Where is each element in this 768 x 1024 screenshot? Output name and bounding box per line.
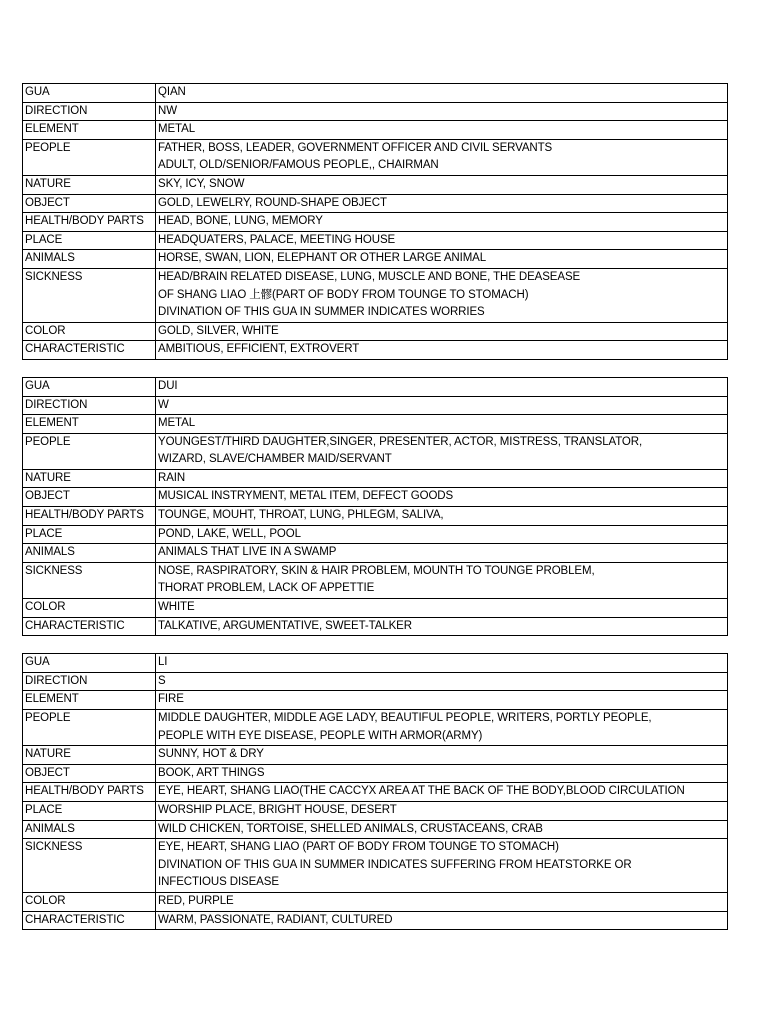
row-value (156, 710, 728, 746)
value-line: WIZARD, SLAVE/CHAMBER MAID/SERVANT (158, 453, 392, 466)
table-row (23, 911, 728, 930)
value-line: W (158, 398, 169, 411)
row-value (156, 672, 728, 691)
value-line: OF SHANG LIAO 上髎(PART OF BODY FROM TOUNGE TO STOMACH) (158, 288, 529, 301)
row-value (156, 433, 728, 469)
table-row (23, 415, 728, 434)
row-label: HEALTH/BODY PARTS (23, 783, 156, 802)
row-label: GUA (23, 84, 156, 103)
value-line: METAL (158, 417, 195, 430)
value-line: AMBITIOUS, EFFICIENT, EXTROVERT (158, 343, 360, 356)
row-label: ELEMENT (23, 415, 156, 434)
table-row (23, 691, 728, 710)
row-value (156, 488, 728, 507)
row-label: DIRECTION (23, 102, 156, 121)
value-line: NOSE, RASPIRATORY, SKIN & HAIR PROBLEM, MOUNTH TO TOUNGE PROBLEM, (158, 564, 595, 577)
value-line: MIDDLE DAUGHTER, MIDDLE AGE LADY, BEAUTIFUL PEOPLE, WRITERS, PORTLY PEOPLE, (158, 712, 652, 724)
value-line: WORSHIP PLACE, BRIGHT HOUSE, DESERT (158, 803, 397, 816)
row-label: PEOPLE (23, 433, 156, 469)
value-line: WHITE (158, 601, 195, 614)
table-row (23, 433, 728, 469)
value-line: ANIMALS THAT LIVE IN A SWAMP (158, 546, 337, 559)
table-row (23, 322, 728, 341)
row-value (156, 194, 728, 213)
row-label: ANIMALS (23, 544, 156, 563)
value-line: FATHER, BOSS, LEADER, GOVERNMENT OFFICER AND CIVIL SERVANTS (158, 141, 553, 154)
value-line: GOLD, LEWELRY, ROUND-SHAPE OBJECT (158, 196, 387, 209)
value-line: HEADQUATERS, PALACE, MEETING HOUSE (158, 233, 396, 246)
row-value (156, 892, 728, 911)
row-value (156, 617, 728, 636)
row-label: NATURE (23, 469, 156, 488)
row-label: ELEMENT (23, 691, 156, 710)
table-row (23, 231, 728, 250)
row-label: COLOR (23, 322, 156, 341)
table-row (23, 268, 728, 322)
value-line: DIVINATION OF THIS GUA IN SUMMER INDICATES WORRIES (158, 306, 485, 319)
value-line: EYE, HEART, SHANG LIAO(THE CACCYX AREA AT THE BACK OF THE BODY,BLOOD CIRCULATION (158, 785, 685, 798)
gua-table (22, 653, 728, 930)
table-row (23, 617, 728, 636)
table-row (23, 710, 728, 746)
value-line: POND, LAKE, WELL, POOL (158, 527, 301, 540)
value-line: LI (158, 656, 168, 669)
table-row (23, 820, 728, 839)
row-value (156, 139, 728, 175)
value-line: METAL (158, 123, 195, 136)
row-value (156, 525, 728, 544)
row-label: PEOPLE (23, 139, 156, 175)
value-line: FIRE (158, 693, 184, 706)
row-value (156, 801, 728, 820)
row-value (156, 231, 728, 250)
table-row (23, 250, 728, 269)
row-value (156, 377, 728, 396)
value-line: QIAN (158, 86, 186, 98)
table-row (23, 672, 728, 691)
row-value (156, 839, 728, 893)
value-line: MUSICAL INSTRYMENT, METAL ITEM, DEFECT GOODS (158, 490, 454, 503)
row-value (156, 322, 728, 341)
row-value (156, 746, 728, 765)
row-value (156, 84, 728, 103)
row-label: DIRECTION (23, 672, 156, 691)
row-label: CHARACTERISTIC (23, 341, 156, 360)
value-line: HEAD/BRAIN RELATED DISEASE, LUNG, MUSCLE AND BONE, THE DEASEASE (158, 270, 581, 283)
table-row (23, 599, 728, 618)
table-row (23, 488, 728, 507)
value-line: NW (158, 104, 177, 117)
table-row (23, 194, 728, 213)
table-row (23, 746, 728, 765)
row-value (156, 654, 728, 673)
row-value (156, 507, 728, 526)
table-row (23, 562, 728, 598)
row-label: HEALTH/BODY PARTS (23, 213, 156, 232)
row-value (156, 121, 728, 140)
row-value (156, 562, 728, 598)
value-line: HORSE, SWAN, LION, ELEPHANT OR OTHER LARGE ANIMAL (158, 252, 487, 265)
value-line: BOOK, ART THINGS (158, 766, 265, 779)
value-line: DUI (158, 379, 178, 392)
value-line: TOUNGE, MOUHT, THROAT, LUNG, PHLEGM, SALIVA, (158, 509, 444, 522)
row-label: HEALTH/BODY PARTS (23, 507, 156, 526)
value-line: EYE, HEART, SHANG LIAO (PART OF BODY FROM TOUNGE TO STOMACH) (158, 841, 559, 854)
document-page (22, 83, 727, 947)
table-row (23, 892, 728, 911)
row-value (156, 250, 728, 269)
value-line: PEOPLE WITH EYE DISEASE, PEOPLE WITH ARMOR(ARMY) (158, 729, 483, 742)
value-line: ADULT, OLD/SENIOR/FAMOUS PEOPLE,, CHAIRMAN (158, 159, 439, 172)
table-row (23, 654, 728, 673)
table-row (23, 469, 728, 488)
table-row (23, 507, 728, 526)
row-value (156, 175, 728, 194)
row-value (156, 911, 728, 930)
row-label: PLACE (23, 525, 156, 544)
table-row (23, 801, 728, 820)
row-value (156, 415, 728, 434)
row-label: COLOR (23, 599, 156, 618)
row-label: CHARACTERISTIC (23, 617, 156, 636)
row-label: NATURE (23, 175, 156, 194)
value-line: GOLD, SILVER, WHITE (158, 324, 279, 337)
row-label: GUA (23, 654, 156, 673)
row-label: ELEMENT (23, 121, 156, 140)
row-label: OBJECT (23, 764, 156, 783)
table-row (23, 544, 728, 563)
table-row (23, 121, 728, 140)
row-value (156, 341, 728, 360)
table-row (23, 783, 728, 802)
row-label: OBJECT (23, 194, 156, 213)
row-value (156, 764, 728, 783)
row-value (156, 599, 728, 618)
table-row (23, 396, 728, 415)
table-row (23, 764, 728, 783)
value-line: WILD CHICKEN, TORTOISE, SHELLED ANIMALS, CRUSTACEANS, CRAB (158, 822, 543, 835)
value-line: DIVINATION OF THIS GUA IN SUMMER INDICATES SUFFERING FROM HEATSTORKE OR (158, 858, 632, 871)
table-row (23, 525, 728, 544)
row-label: SICKNESS (23, 268, 156, 322)
row-value (156, 469, 728, 488)
row-value (156, 102, 728, 121)
row-value (156, 544, 728, 563)
value-line: RED, PURPLE (158, 894, 234, 907)
row-label: PLACE (23, 231, 156, 250)
value-line: INFECTIOUS DISEASE (158, 876, 279, 889)
table-row (23, 213, 728, 232)
value-line: SKY, ICY, SNOW (158, 177, 245, 190)
value-line: YOUNGEST/THIRD DAUGHTER,SINGER, PRESENTER, ACTOR, MISTRESS, TRANSLATOR, (158, 435, 643, 448)
row-label: OBJECT (23, 488, 156, 507)
table-row (23, 102, 728, 121)
value-line: THORAT PROBLEM, LACK OF APPETTIE (158, 582, 375, 595)
row-label: SICKNESS (23, 839, 156, 893)
row-label: SICKNESS (23, 562, 156, 598)
table-row (23, 84, 728, 103)
row-value (156, 820, 728, 839)
gua-table (22, 377, 728, 636)
row-label: CHARACTERISTIC (23, 911, 156, 930)
value-line: HEAD, BONE, LUNG, MEMORY (158, 215, 323, 228)
gua-table (22, 83, 728, 360)
row-label: ANIMALS (23, 820, 156, 839)
table-row (23, 839, 728, 893)
row-label: ANIMALS (23, 250, 156, 269)
table-row (23, 175, 728, 194)
table-row (23, 341, 728, 360)
value-line: RAIN (158, 471, 186, 484)
row-label: COLOR (23, 892, 156, 911)
row-value (156, 268, 728, 322)
row-label: PLACE (23, 801, 156, 820)
row-value (156, 396, 728, 415)
value-line: WARM, PASSIONATE, RADIANT, CULTURED (158, 913, 393, 926)
row-label: GUA (23, 377, 156, 396)
value-line: TALKATIVE, ARGUMENTATIVE, SWEET-TALKER (158, 619, 412, 632)
row-value (156, 213, 728, 232)
row-label: PEOPLE (23, 710, 156, 746)
table-row (23, 139, 728, 175)
value-line: S (158, 674, 166, 687)
row-value (156, 691, 728, 710)
row-label: DIRECTION (23, 396, 156, 415)
table-row (23, 377, 728, 396)
row-label: NATURE (23, 746, 156, 765)
value-line: SUNNY, HOT & DRY (158, 748, 264, 761)
row-value (156, 783, 728, 802)
